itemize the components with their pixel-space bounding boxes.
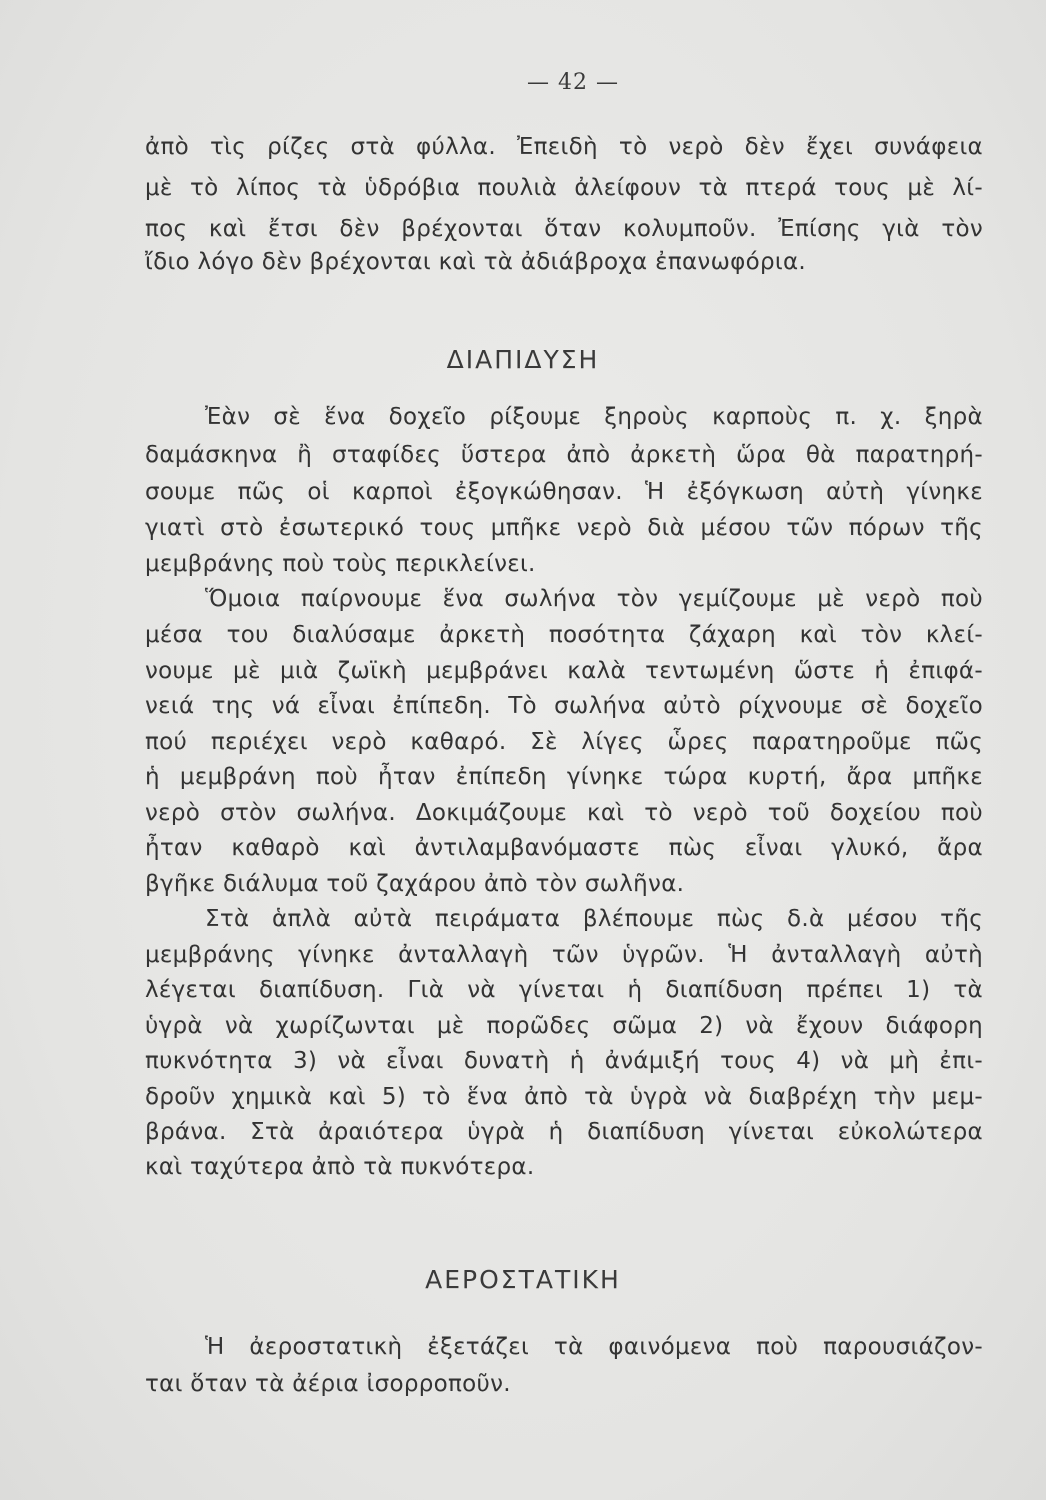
text-line: Στὰ ἁπλὰ αὐτὰ πειράματα βλέπουμε πὼς δ.ὰ μέσου τῆς <box>205 906 983 932</box>
text-line: ἦταν καθαρὸ καὶ ἀντιλαμβανόμαστε πὼς εἶναι γλυκό, ἄρα <box>145 835 983 861</box>
text-line: μὲ τὸ λίπος τὰ ὑδρόβια πουλιὰ ἀλείφουν τὰ πτερά τους μὲ λί- <box>145 175 983 201</box>
text-line: ὑγρὰ νὰ χωρίζωνται μὲ πορῶδες σῶμα 2) νὰ ἔχουν διάφορη <box>145 1013 983 1039</box>
section-heading-diapidysi: ΔΙΑΠΙΔΥΣΗ <box>446 345 600 374</box>
text-line: γιατὶ στὸ ἐσωτερικό τους μπῆκε νερὸ διὰ μέσου τῶν πόρων τῆς <box>145 515 983 541</box>
text-line: ται ὅταν τὰ ἀέρια ἰσορροποῦν. <box>145 1371 511 1397</box>
text-line: νουμε μὲ μιὰ ζωϊκὴ μεμβράνει καλὰ τεντωμένη ὥστε ἡ ἐπιφά- <box>145 658 983 684</box>
text-line: πος καὶ ἔτσι δὲν βρέχονται ὅταν κολυμποῦν. Ἐπίσης γιὰ τὸν <box>145 216 983 242</box>
text-line: βράνα. Στὰ ἀραιότερα ὑγρὰ ἡ διαπίδυση γίνεται εὐκολώτερα <box>145 1119 983 1145</box>
text-line: βγῆκε διάλυμα τοῦ ζαχάρου ἀπὸ τὸν σωλῆνα. <box>145 871 685 897</box>
text-line: ἡ μεμβράνη ποὺ ἦταν ἐπίπεδη γίνηκε τώρα κυρτή, ἄρα μπῆκε <box>145 764 983 790</box>
text-line: ἴδιο λόγο δὲν βρέχονται καὶ τὰ ἀδιάβροχα ἐπανωφόρια. <box>145 249 807 275</box>
text-line: πού περιέχει νερὸ καθαρό. Σὲ λίγες ὧρες παρατηροῦμε πῶς <box>145 729 983 755</box>
text-line: μεμβράνης γίνηκε ἀνταλλαγὴ τῶν ὑγρῶν. Ἡ ἀνταλλαγὴ αὐτὴ <box>145 942 983 968</box>
text-line: νερὸ στὸν σωλήνα. Δοκιμάζουμε καὶ τὸ νερὸ τοῦ δοχείου ποὺ <box>145 800 983 826</box>
text-line: Ὅμοια παίρνουμε ἕνα σωλήνα τὸν γεμίζουμε μὲ νερὸ ποὺ <box>205 586 983 612</box>
text-line: πυκνότητα 3) νὰ εἶναι δυνατὴ ἡ ἀνάμιξή τους 4) νὰ μὴ ἐπι- <box>145 1048 983 1074</box>
text-line: σουμε πῶς οἱ καρποὶ ἐξογκώθησαν. Ἡ ἐξόγκωση αὐτὴ γίνηκε <box>145 479 983 505</box>
text-line: δροῦν χημικὰ καὶ 5) τὸ ἕνα ἀπὸ τὰ ὑγρὰ νὰ διαβρέχη τὴν μεμ- <box>145 1084 983 1110</box>
text-line: ἀπὸ τὶς ρίζες στὰ φύλλα. Ἐπειδὴ τὸ νερὸ δὲν ἔχει συνάφεια <box>145 134 983 160</box>
text-line: μέσα του διαλύσαμε ἀρκετὴ ποσότητα ζάχαρη καὶ τὸν κλεί- <box>145 622 983 648</box>
text-line: καὶ ταχύτερα ἀπὸ τὰ πυκνότερα. <box>145 1154 535 1180</box>
text-line: δαμάσκηνα ἢ σταφίδες ὕστερα ἀπὸ ἀρκετὴ ὥρα θὰ παρατηρή- <box>145 442 983 468</box>
text-line: Ἡ ἀεροστατικὴ ἐξετάζει τὰ φαινόμενα ποὺ παρουσιάζον- <box>205 1334 983 1360</box>
text-line: Ἐὰν σὲ ἕνα δοχεῖο ρίξουμε ξηροὺς καρποὺς π. χ. ξηρὰ <box>205 404 983 430</box>
text-line: μεμβράνης ποὺ τοὺς περικλείνει. <box>145 551 536 577</box>
text-line: νειά της νά εἶναι ἐπίπεδη. Τὸ σωλήνα αὐτὸ ρίχνουμε σὲ δοχεῖο <box>145 693 983 719</box>
page-number: — 42 — <box>527 70 619 95</box>
section-heading-aerostatiki: ΑΕΡΟΣΤΑΤΙΚΗ <box>425 1265 621 1294</box>
text-line: λέγεται διαπίδυση. Γιὰ νὰ γίνεται ἡ διαπίδυση πρέπει 1) τὰ <box>145 977 983 1003</box>
